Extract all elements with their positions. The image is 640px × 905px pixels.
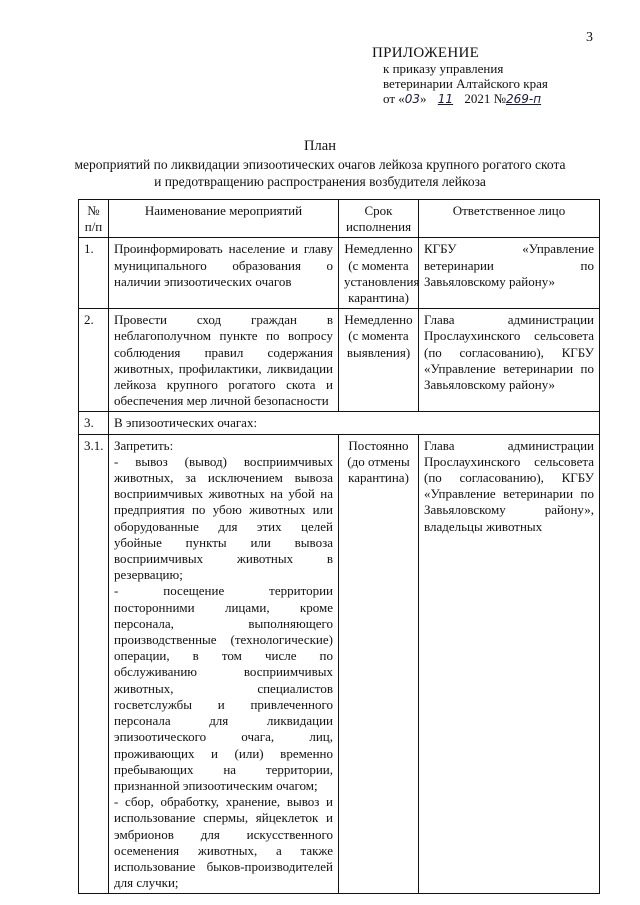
row-lead: Запретить: [114, 437, 174, 453]
table-header-row [79, 200, 600, 238]
date-mid: » [420, 91, 427, 106]
plan-table [78, 199, 600, 894]
section-row [79, 412, 600, 434]
row-name [109, 434, 339, 894]
header-num: № п/п [79, 200, 109, 238]
header-term: Срок исполнения [339, 200, 419, 238]
section-num: 3. [79, 412, 109, 434]
section-label: В эпизоотических очагах: [109, 412, 600, 434]
appendix-line-1: к приказу управления [383, 61, 504, 76]
row-term: Немедленно (с момента установления карантина) [339, 238, 419, 309]
row-name: Проинформировать население и главу муниципального образования о наличии эпизоотических очагов [109, 238, 339, 309]
row-resp: Глава администрации Прослаухинского сельсовета (по согласованию), КГБУ «Управление ветеринарии по Завьяловскому району» [419, 309, 600, 412]
row-num: 1. [79, 238, 109, 309]
appendix-block [372, 46, 622, 107]
row-name: Провести сход граждан в неблагополучном пункте по вопросу соблюдения правил содержания животных, профилактики, ликвидации лейкоза крупного рогатого скота и обеспечения мер личной безопасности [109, 309, 339, 412]
row-resp: КГБУ «Управление ветеринарии по Завьяловскому району» [419, 238, 600, 309]
order-number: 269-п [505, 92, 542, 106]
table-row [79, 434, 600, 894]
title-plan: План [304, 138, 336, 154]
date-day: 03 [404, 92, 421, 106]
title-line-1: мероприятий по ликвидации эпизоотических очагов лейкоза крупного рогатого скота [74, 157, 566, 172]
appendix-title: ПРИЛОЖЕНИЕ [372, 45, 480, 61]
row-num: 2. [79, 309, 109, 412]
row-term: Постоянно (до отмены карантина) [339, 434, 419, 894]
header-name: Наименование мероприятий [109, 200, 339, 238]
page-number: 3 [586, 30, 593, 45]
row-num: 3.1. [79, 434, 109, 894]
row-term: Немедленно (с момента выявления) [339, 309, 419, 412]
header-resp: Ответственное лицо [419, 200, 600, 238]
date-year: 2021 № [464, 91, 506, 106]
document-title [40, 138, 600, 190]
list-item: - сбор, обработку, хранение, вывоз и использование спермы, яйцеклеток и эмбрионов для искусственного осеменения животных, а также использование быков-производителей для случки; [114, 794, 333, 891]
date-prefix: от « [383, 91, 405, 106]
date-month: 11 [437, 92, 454, 106]
table-row [79, 309, 600, 412]
table-row [79, 238, 600, 309]
title-line-2: и предотвращению распространения возбудителя лейкоза [154, 174, 486, 189]
list-item: - посещение территории посторонними лицами, кроме персонала, выполняющего производственные (технологические) операции, в том числе по обслуживанию восприимчивых животных, специалистов госветслужбы и привлеченного персонала для ликвидации эпизоотического очага, лиц, проживающих и (или) временно пребывающих на территории, признанной эпизоотическим очагом; [114, 583, 333, 793]
appendix-date-line [383, 91, 622, 107]
appendix-line-2: ветеринарии Алтайского края [383, 76, 548, 91]
list-item: - вывоз (вывод) восприимчивых животных, за исключением вывоза восприимчивых животных на убой на предприятия по убою животных или оборудованные для этих целей убойные пункты или вывоза восприимчивых животных в резервацию; [114, 453, 333, 583]
row-resp: Глава администрации Прослаухинского сельсовета (по согласованию), КГБУ «Управление ветеринарии по Завьяловскому району», владельцы животных [419, 434, 600, 894]
